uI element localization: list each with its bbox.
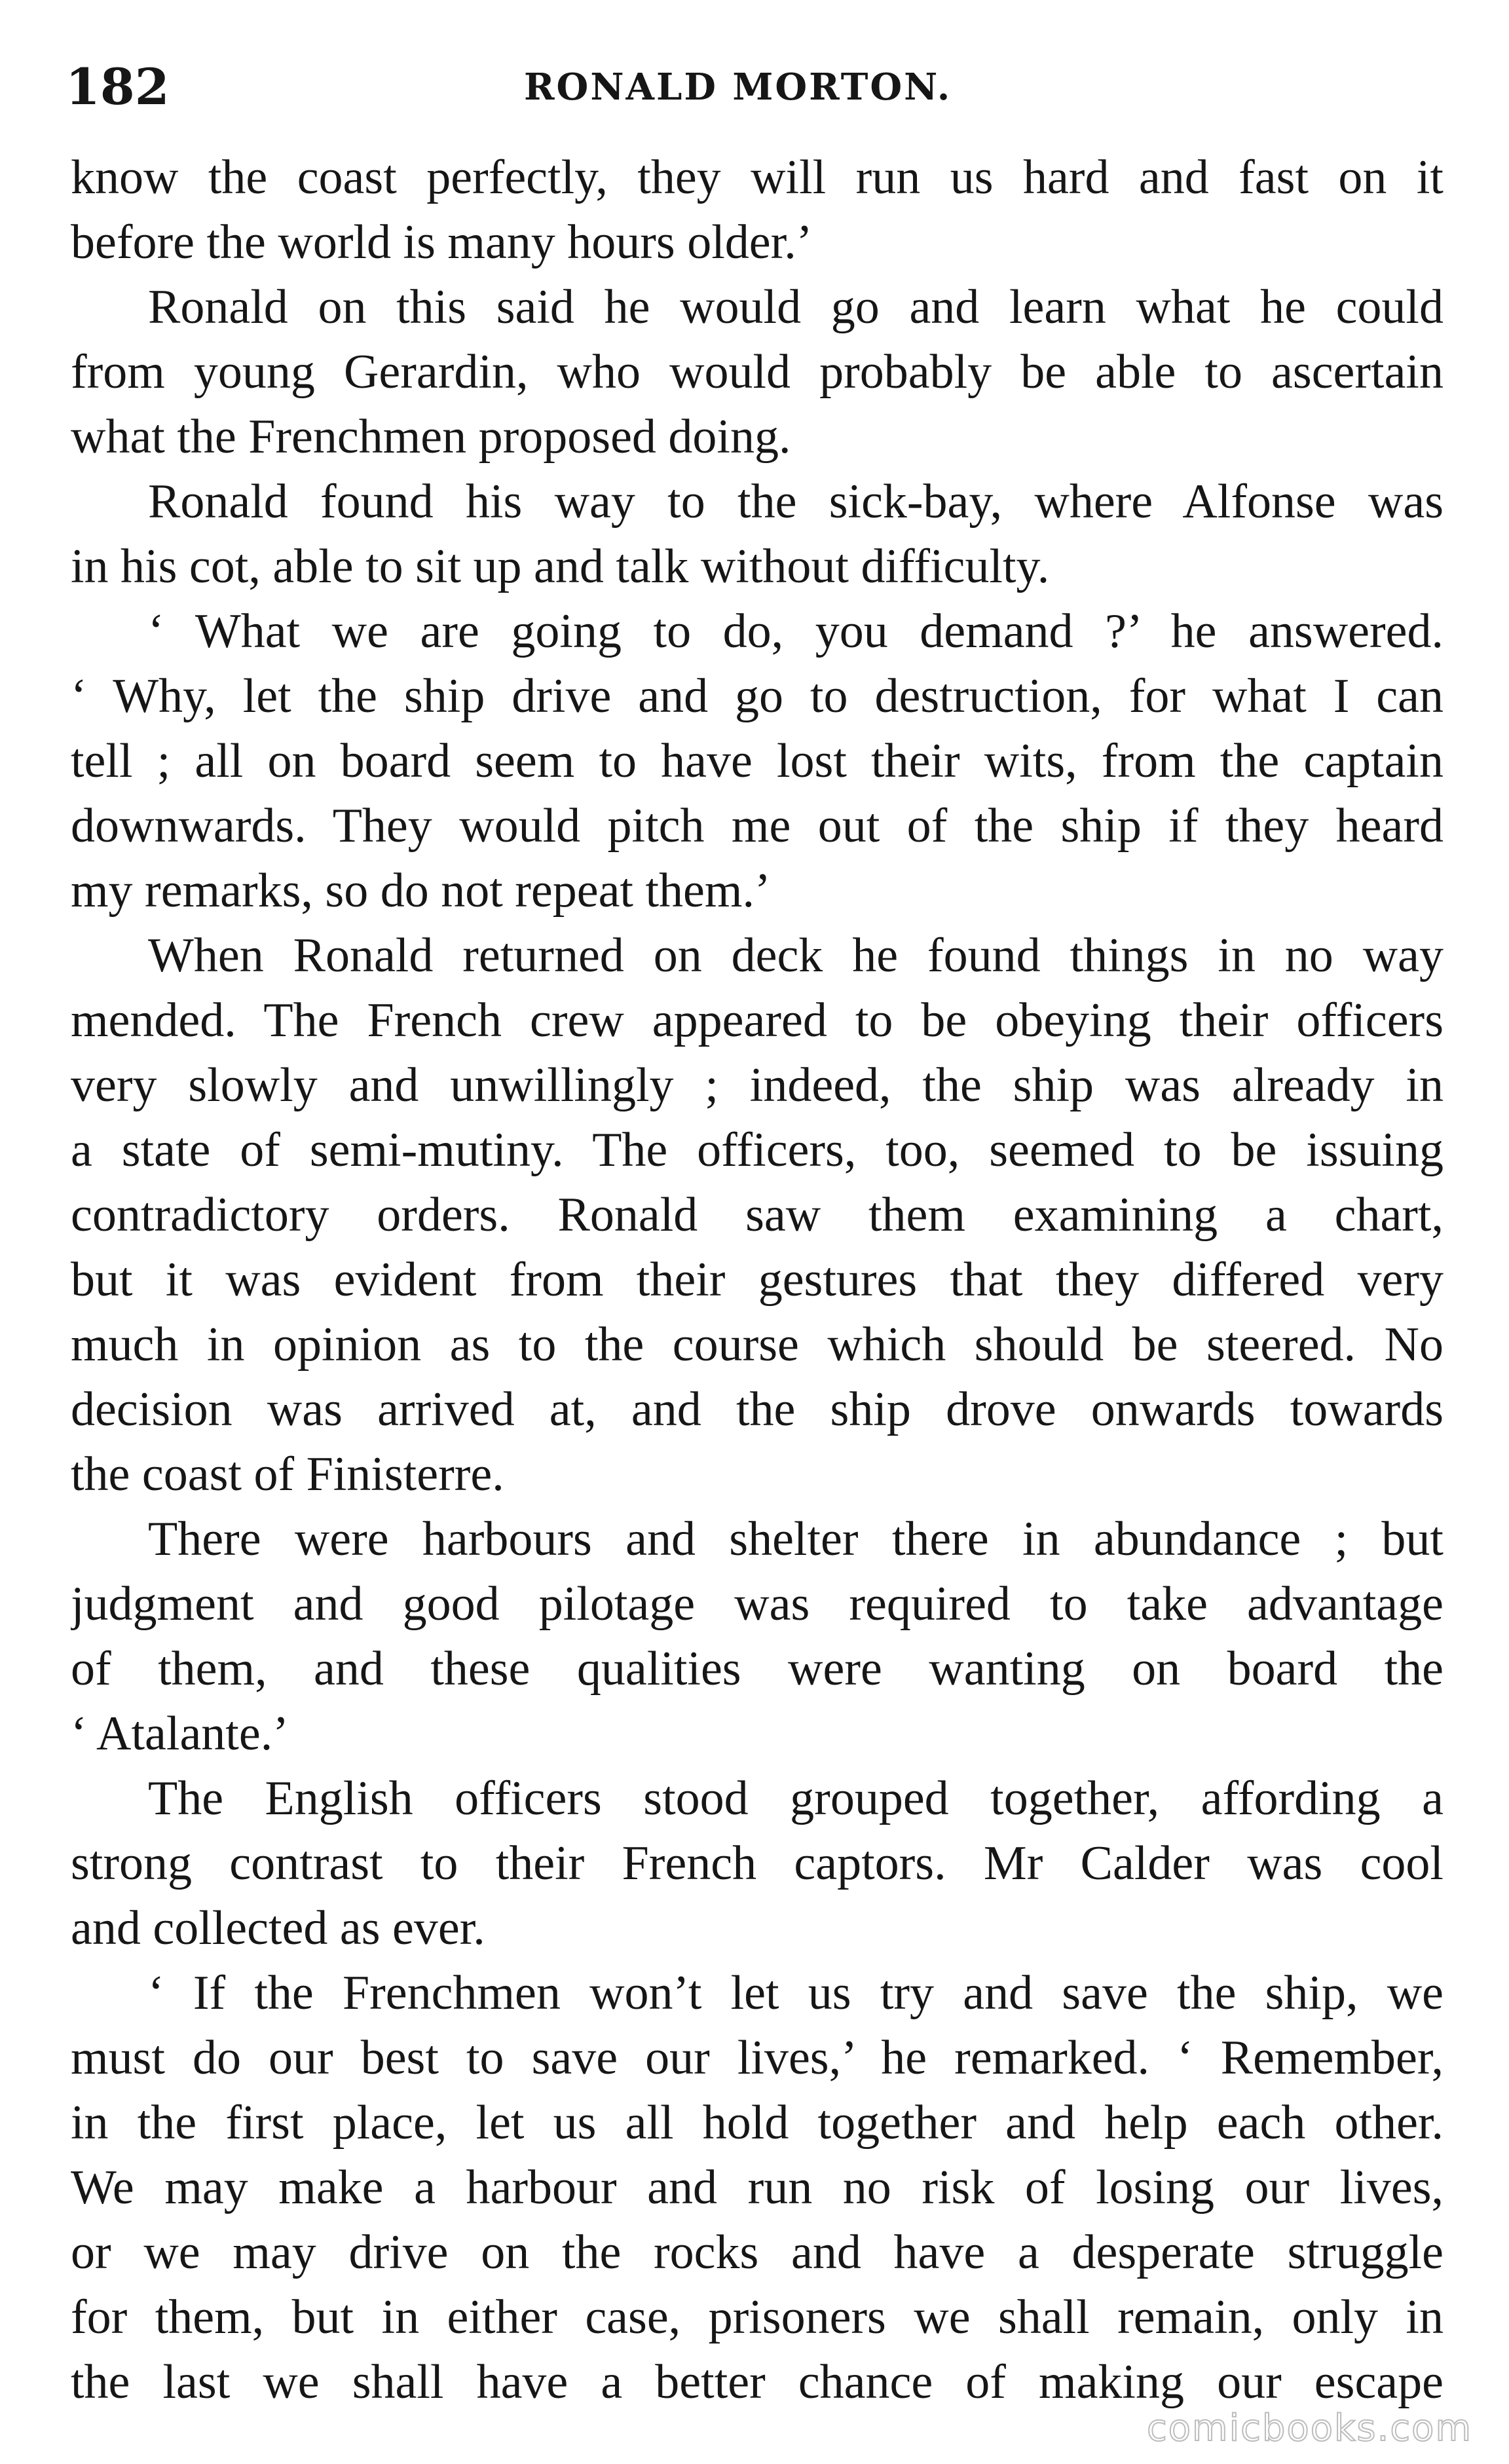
- running-head: RONALD MORTON.: [524, 65, 952, 109]
- text-line: know the coast perfectly, they will run us hard and fast on it: [71, 151, 1444, 204]
- text-line: ‘ Atalante.’: [71, 1707, 289, 1761]
- text-line: When Ronald returned on deck he found things in no way: [148, 929, 1444, 982]
- page-number: 182: [65, 58, 170, 116]
- text-line: the last we shall have a better chance of making our escape: [71, 2355, 1444, 2409]
- text-line: a state of semi-mutiny. The officers, too, seemed to be issuing: [71, 1123, 1444, 1177]
- text-line: ‘ Why, let the ship drive and go to destruction, for what I can: [71, 669, 1444, 723]
- text-line: but it was evident from their gestures that they differed very: [71, 1253, 1444, 1307]
- text-line: Ronald on this said he would go and learn what he could: [148, 280, 1444, 334]
- text-line: downwards. They would pitch me out of the ship if they heard: [71, 799, 1444, 853]
- text-line: There were harbours and shelter there in abundance ; but: [148, 1512, 1444, 1566]
- text-line: mended. The French crew appeared to be obeying their officers: [71, 994, 1444, 1047]
- text-line: the coast of Finisterre.: [71, 1447, 504, 1501]
- text-line: from young Gerardin, who would probably be able to ascertain: [71, 345, 1444, 399]
- text-line: much in opinion as to the course which should be steered. No: [71, 1318, 1444, 1372]
- text-line: ‘ If the Frenchmen won’t let us try and save the ship, we: [148, 1966, 1444, 2020]
- text-line: and collected as ever.: [71, 1901, 485, 1955]
- text-line: my remarks, so do not repeat them.’: [71, 864, 771, 918]
- text-line: We may make a harbour and run no risk of losing our lives,: [71, 2161, 1444, 2214]
- watermark: comicbooks.com: [1146, 2407, 1472, 2450]
- text-line: in his cot, able to sit up and talk without difficulty.: [71, 540, 1050, 593]
- text-line: ‘ What we are going to do, you demand ?’ he answered.: [148, 605, 1444, 658]
- text-line: very slowly and unwillingly ; indeed, the ship was already in: [71, 1058, 1444, 1112]
- body-text: [71, 145, 1444, 2415]
- text-line: for them, but in either case, prisoners we shall remain, only in: [71, 2290, 1444, 2344]
- text-line: must do our best to save our lives,’ he remarked. ‘ Remember,: [71, 2031, 1444, 2085]
- text-line: of them, and these qualities were wanting on board the: [71, 1642, 1444, 1696]
- text-line: contradictory orders. Ronald saw them examining a chart,: [71, 1188, 1444, 1242]
- text-line: in the first place, let us all hold together and help each other.: [71, 2096, 1444, 2150]
- text-line: strong contrast to their French captors. Mr Calder was cool: [71, 1837, 1444, 1890]
- text-line: or we may drive on the rocks and have a desperate struggle: [71, 2226, 1444, 2279]
- text-line: tell ; all on board seem to have lost their wits, from the captain: [71, 734, 1444, 788]
- text-line: Ronald found his way to the sick-bay, where Alfonse was: [148, 475, 1444, 529]
- page-header: [65, 51, 1441, 123]
- text-line: what the Frenchmen proposed doing.: [71, 410, 791, 464]
- text-line: decision was arrived at, and the ship drove onwards towards: [71, 1383, 1444, 1436]
- text-line: judgment and good pilotage was required to take advantage: [71, 1577, 1444, 1631]
- text-line: before the world is many hours older.’: [71, 215, 813, 269]
- text-line: The English officers stood grouped together, affording a: [148, 1772, 1444, 1825]
